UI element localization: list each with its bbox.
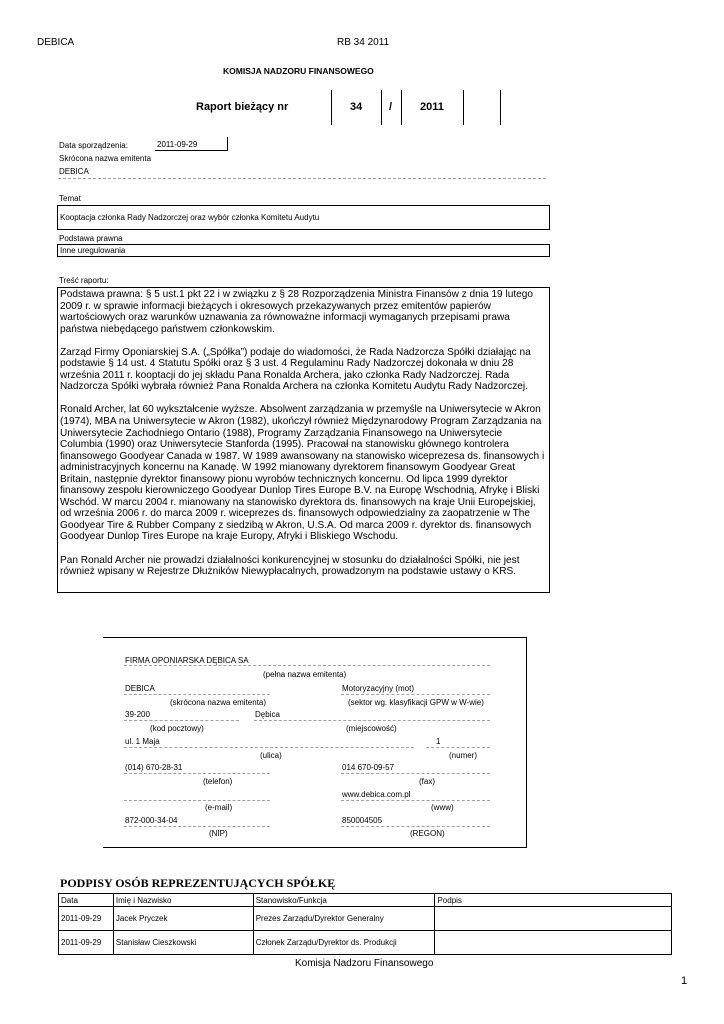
legal-basis-value: Inne uregulowania bbox=[60, 246, 126, 255]
report-content bbox=[60, 289, 545, 589]
table-row bbox=[59, 907, 672, 931]
commission-title: KOMISJA NADZORU FINANSOWEGO bbox=[223, 66, 374, 76]
date-label: Data sporządzenia: bbox=[59, 141, 128, 150]
field-line bbox=[124, 747, 414, 748]
field-line bbox=[124, 826, 270, 827]
row-name: Stanisław Cieszkowski bbox=[113, 931, 253, 955]
row-date: 2011-09-29 bbox=[59, 907, 114, 931]
table-header-row bbox=[59, 894, 672, 907]
report-label: Raport bieżący nr bbox=[196, 101, 289, 113]
field-line bbox=[254, 720, 490, 721]
report-divider bbox=[463, 90, 464, 125]
legal-basis-label: Podstawa prawna bbox=[59, 234, 123, 243]
nip-caption: (NIP) bbox=[209, 829, 228, 838]
field-line bbox=[341, 826, 490, 827]
date-field bbox=[155, 137, 228, 151]
street-number: 1 bbox=[436, 737, 441, 746]
number-caption: (numer) bbox=[449, 751, 478, 760]
field-line bbox=[341, 773, 490, 774]
row-signature bbox=[435, 931, 672, 955]
field-line bbox=[341, 694, 490, 695]
field-line bbox=[124, 800, 270, 801]
street: ul. 1 Maja bbox=[125, 737, 160, 746]
short-name-value: DEBICA bbox=[59, 167, 89, 176]
fax: 014 670-09-57 bbox=[342, 763, 395, 772]
row-position: Członek Zarządu/Dyrektor ds. Produkcji bbox=[253, 931, 435, 955]
report-divider bbox=[401, 90, 402, 125]
subject-box bbox=[57, 205, 550, 230]
content-paragraph: Pan Ronald Archer nie prowadzi działalności konkurencyjnej w stosunku do działalności Spółki, nie jest również wpisany w Rejestrze Dłużników Niewypłacalnych, prowadzonym na podstawie ustawy o KRS. bbox=[60, 554, 520, 578]
nip: 872-000-34-04 bbox=[125, 816, 178, 825]
city: Dębica bbox=[255, 710, 280, 719]
fax-caption: (fax) bbox=[419, 777, 435, 786]
postal-code-caption: (kod pocztowy) bbox=[150, 724, 204, 733]
row-name: Jacek Pryczek bbox=[113, 907, 253, 931]
signatures-heading: PODPISY OSÓB REPREZENTUJĄCYCH SPÓŁKĘ bbox=[60, 876, 336, 890]
report-divider bbox=[331, 90, 332, 125]
regon-caption: (REGON) bbox=[410, 829, 445, 838]
company-short-name: DEBICA bbox=[125, 684, 155, 693]
short-name-label: Skrócona nazwa emitenta bbox=[59, 154, 152, 163]
company-block-right bbox=[526, 637, 527, 847]
field-line bbox=[124, 694, 270, 695]
company-full-name: FIRMA OPONIARSKA DĘBICA SA bbox=[125, 656, 249, 665]
row-date: 2011-09-29 bbox=[59, 931, 114, 955]
report-year: 2011 bbox=[420, 101, 444, 113]
row-position: Prezes Zarządu/Dyrektor Generalny bbox=[253, 907, 435, 931]
footer-text: Komisja Nadzoru Finansowego bbox=[295, 958, 434, 969]
header-left: DEBICA bbox=[37, 37, 75, 48]
full-name-caption: (pełna nazwa emitenta) bbox=[263, 670, 347, 679]
content-label: Treść raportu: bbox=[59, 276, 109, 285]
subject-value: Kooptacja członka Rady Nadzorczej oraz wybór członka Komitetu Audytu bbox=[60, 213, 320, 222]
report-separator: / bbox=[389, 101, 393, 113]
company-block-bottom bbox=[103, 847, 527, 848]
content-paragraph: Podstawa prawna: § 5 ust.1 pkt 22 i w związku z § 28 Rozporządzenia Ministra Finansów z dnia 19 lutego 2009 r. w sprawie informacji bieżących i okresowych przekazywanych przez emitentów papierów wartościowych oraz warunków uznawania za równoważne informacji wymaganych przepisami prawa państwa niebędącego państwem członkowskim. bbox=[60, 289, 533, 335]
field-line bbox=[124, 720, 239, 721]
postal-code: 39-200 bbox=[125, 710, 150, 719]
company-block-top bbox=[103, 637, 527, 638]
header-center: RB 34 2011 bbox=[337, 37, 390, 48]
city-caption: (miejscowość) bbox=[346, 724, 397, 733]
phone: (014) 670-28-31 bbox=[125, 763, 183, 772]
column-header: Imię i Nazwisko bbox=[113, 894, 253, 907]
signatures-table bbox=[58, 893, 672, 955]
column-header: Stanowisko/Funkcja bbox=[253, 894, 435, 907]
subject-label: Temat bbox=[59, 194, 81, 203]
field-line bbox=[124, 665, 490, 666]
content-paragraph: Zarząd Firmy Oponiarskiej S.A. („Spółka”) podaje do wiadomości, że Rada Nadzorcza Spółki działając na podstawie § 14 ust. 4 Statutu Spółki oraz § 3 ust. 4 Regulaminu Rady Nadzorczej dokonała w dniu 28 września 2011 r. kooptacji do jej składu Pana Ronalda Archera, jako członka Rady Nadzorczej. Rada Nadzorcza Spółki wybrała również Pana Ronalda Archera na członka Komitetu Audytu Rady Nadzorczej. bbox=[60, 346, 531, 393]
separator-line bbox=[58, 178, 546, 179]
sector-caption: (sektor wg. klasyfikacji GPW w W-wie) bbox=[348, 698, 484, 707]
column-header: Data bbox=[59, 894, 114, 907]
street-caption: (ulica) bbox=[260, 751, 282, 760]
regon: 850004505 bbox=[342, 816, 383, 825]
date-value: 2011-09-29 bbox=[157, 140, 198, 149]
row-signature bbox=[435, 907, 672, 931]
content-paragraph: Ronald Archer, lat 60 wykształcenie wyższe. Absolwent zarządzania w przemyśle na Uniwersytecie w Akron (1974), MBA na Uniwersytecie w Akron (1982), ukończył również Międzynarodowy Program Zarządzania na Uniwersytecie Zachodniego Ontario (1988), Programy Zarządzania Finansowego na Uniwersytecie Columbia (1990) oraz Uniwersytecie Stanforda (1995). Pracował na stanowisku głównego kontrolera finansowego Goodyear Canada w 1987. W 1989 awansowany na stanowisko wiceprezesa ds. finansowych i administracyjnych koncernu na Kanadę. W 1992 mianowany dyrektorem finansowym Goodyear Great Britain, następnie dyrektor finansowy pionu wyrobów technicznych koncernu. Od lipca 1999 dyrektor finansowy zespołu kierowniczego Goodyear Dunlop Tires Europe B.V. na Europę Wschodnią, Afrykę i Bliski Wschód. W marcu 2004 r. mianowany na stanowisko dyrektora ds. finansowych na kraje Unii Europejskiej, od września 2006 r. do marca 2009 r. wiceprezes ds. finansowych odpowiedzialny za zaopatrzenie w The Goodyear Tire & Rubber Company z siedzibą w Akron, U.S.A. Od marca 2009 r. dyrektor ds. finansowych Goodyear Dunlop Tires Europe na kraje Europy, Afryki i Bliskiego Wschodu. bbox=[60, 404, 545, 543]
www-caption: (www) bbox=[431, 803, 454, 812]
column-header: Podpis bbox=[435, 894, 672, 907]
field-line bbox=[341, 800, 490, 801]
short-name-caption: (skrócona nazwa emitenta) bbox=[170, 698, 267, 707]
company-sector: Motoryzacyjny (mot) bbox=[342, 684, 415, 693]
report-number: 34 bbox=[350, 101, 363, 113]
field-line bbox=[426, 747, 490, 748]
table-row bbox=[59, 931, 672, 955]
report-divider bbox=[381, 90, 382, 125]
field-line bbox=[124, 773, 270, 774]
page-number: 1 bbox=[681, 975, 688, 987]
email-caption: (e-mail) bbox=[205, 803, 233, 812]
legal-basis-box bbox=[57, 244, 550, 257]
phone-caption: (telefon) bbox=[203, 777, 233, 786]
www: www.debica.com.pl bbox=[342, 790, 411, 799]
report-divider bbox=[500, 90, 501, 125]
